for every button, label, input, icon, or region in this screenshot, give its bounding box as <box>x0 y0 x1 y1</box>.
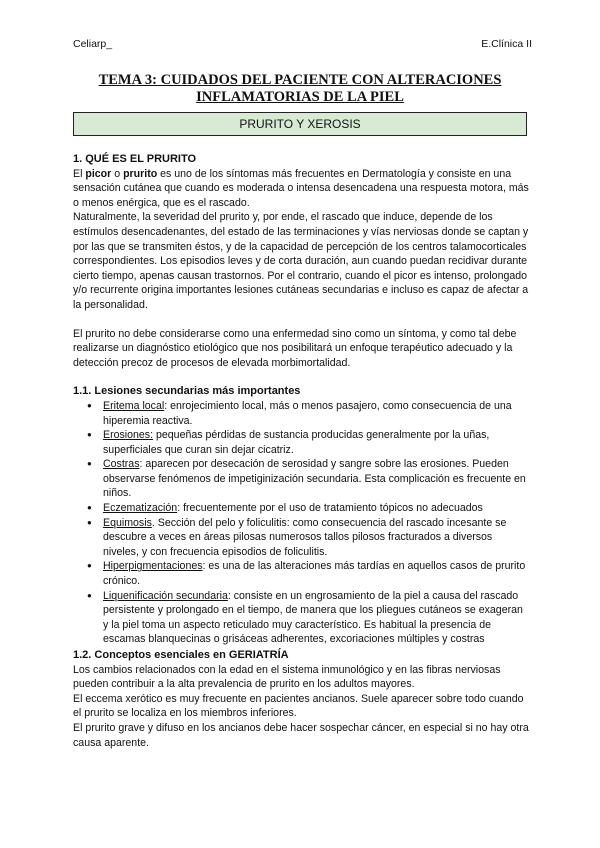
document-title <box>60 72 540 106</box>
list-item: ● Equimosis. Sección del pelo y foliculitis: como consecuencia del rascado incesante se descubre a veces en áreas pilosas numerosos tallos pilosos fracturados a diversos niveles, y con frecuencia episodios de foliculitis. <box>103 516 530 560</box>
list-item: ● Hiperpigmentaciones: es una de las alteraciones más tardías en aquellos casos de prurito crónico. <box>103 559 530 588</box>
section-1-2-paragraph-1: Los cambios relacionados con la edad en el sistema inmunológico y en las fibras nerviosas pueden contribuir a la alta prevalencia de prurito en los adultos mayores. <box>73 663 501 691</box>
lesions-list <box>73 399 530 647</box>
section-1-1-heading: 1.1. Lesiones secundarias más importantes <box>73 385 301 398</box>
term-prurito: prurito <box>123 167 158 180</box>
term-picor: picor <box>85 167 112 180</box>
section-1-paragraph-1: El picor o prurito es uno de los síntomas más frecuentes en Dermatología y consiste en una sensación cutánea que cuando es moderada o intensa desencadena una respuesta motora, más o menos enérgica, que es el rascado. <box>73 167 529 209</box>
header-course: E.Clínica II <box>481 38 532 50</box>
document-body <box>73 152 530 750</box>
list-item: ● Costras: aparecen por desecación de serosidad y sangre sobre las erosiones. Pueden observarse fenómenos de impetiginización secundaria. Esta complicación es frecuente en niños. <box>103 457 530 501</box>
section-1-paragraph-2: Naturalmente, la severidad del prurito y, por ende, el rascado que induce, depende de los estímulos desencadenantes, del estado de las terminaciones y vías nerviosas donde se captan y por las que se transmiten éstos, y de la capacidad de percepción de los centros talamocorticales correspondientes. Los episodios leves y de corta duración, aun cuando puedan recidivar durante cierto tiempo, apenas causan trastornos. Por el contrario, cuando el picor es intenso, prolongado y/o recurrente origina importantes lesiones cutáneas secundarias e incluso es capaz de afectar a la personalidad. <box>73 211 529 311</box>
section-1-paragraph-3: El prurito no debe considerarse como una enfermedad sino como un síntoma, y como tal debe realizarse un diagnóstico etiológico que nos posibilitará un enfoque terapéutico adecuado y la detección precoz de procesos de elevada morbimortalidad. <box>73 327 517 369</box>
title-line-2: INFLAMATORIAS DE LA PIEL <box>196 89 404 105</box>
section-1-2-heading: 1.2. Conceptos esenciales en GERIATRÍA <box>73 649 289 661</box>
list-item: ● Liquenificación secundaria: consiste en un engrosamiento de la piel a causa del rascado persistente y prolongado en el tiempo, de manera que los pliegues cutáneos se exageran y la piel toma un aspecto reticulado muy característico. Es habitual la presencia de escamas blanquecinas o grisáceas adherentes, excoriaciones múltiples y costras <box>103 589 530 647</box>
section-1-heading: 1. QUÉ ES EL PRURITO <box>73 153 197 165</box>
page-header <box>73 38 532 50</box>
header-author: Celiarp_ <box>73 38 113 50</box>
title-line-1: TEMA 3: CUIDADOS DEL PACIENTE CON ALTERACIONES <box>98 72 502 88</box>
list-item: ● Eritema local: enrojecimiento local, más o menos pasajero, como consecuencia de una hiperemia reactiva. <box>103 399 530 428</box>
list-item: ● Eczematización: frecuentemente por el uso de tratamiento tópicos no adecuados <box>103 501 530 516</box>
section-1-2-paragraph-3: El prurito grave y difuso en los ancianos debe hacer sospechar cáncer, en especial si no hay otra causa aparente. <box>73 721 529 749</box>
section-1-2-paragraph-2: El eccema xerótico es muy frecuente en pacientes ancianos. Suele aparecer sobre todo cuando el prurito se localiza en los miembros inferiores. <box>73 692 524 720</box>
topic-banner: PRURITO Y XEROSIS <box>73 112 527 136</box>
list-item: ● Erosiones: pequeñas pérdidas de sustancia producidas generalmente por la uñas, superficiales que curan sin dejar cicatriz. <box>103 428 530 457</box>
